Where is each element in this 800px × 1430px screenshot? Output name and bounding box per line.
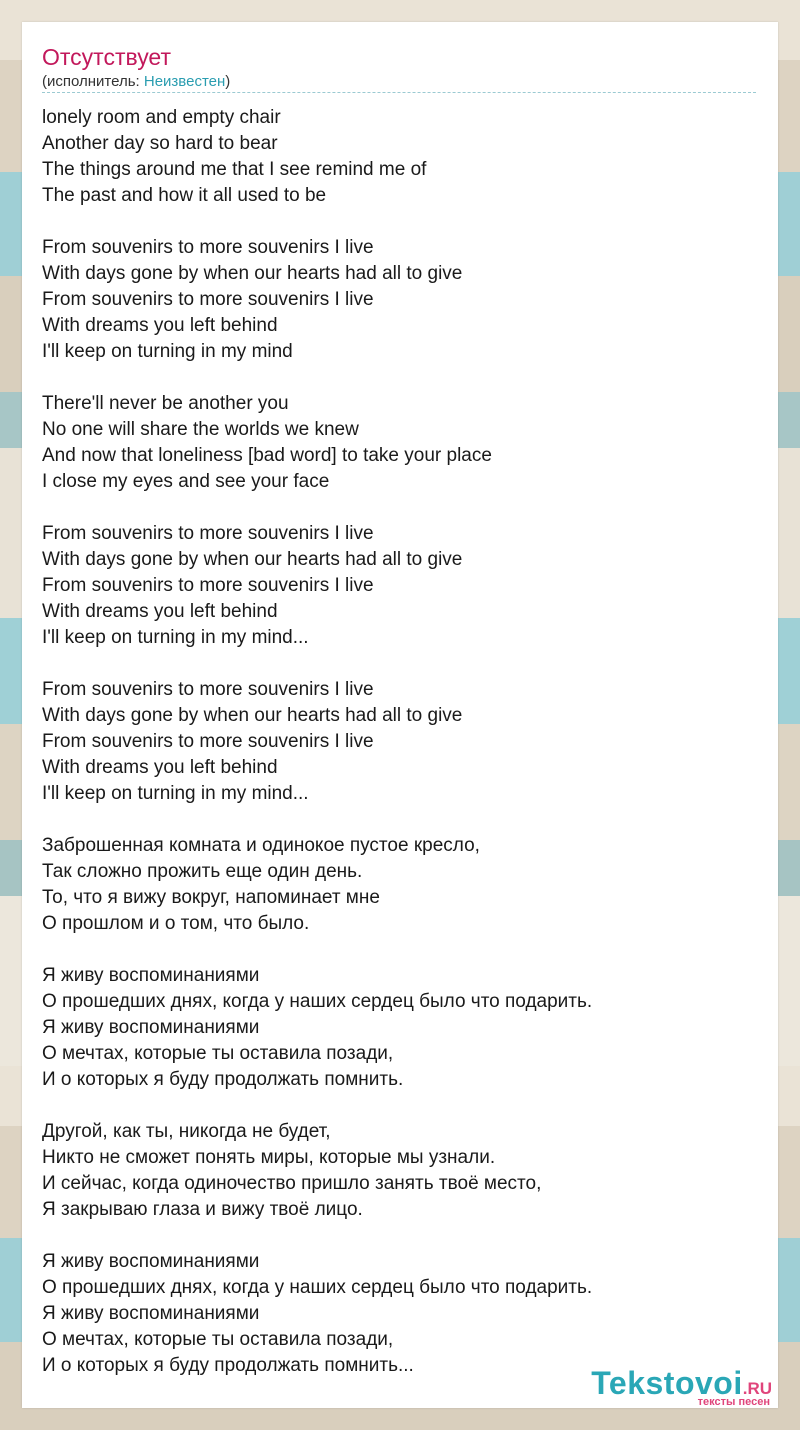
- logo-tagline: тексты песен: [697, 1396, 770, 1408]
- lyrics-line: And now that loneliness [bad word] to take your place: [42, 445, 492, 466]
- logo-name: Tekstovoi: [591, 1365, 743, 1401]
- lyrics-blank-line: [42, 1093, 762, 1119]
- lyrics-line: И сейчас, когда одиночество пришло занять твоё место,: [42, 1173, 542, 1194]
- lyrics-line: Another day so hard to bear: [42, 133, 278, 154]
- lyrics-line: Другой, как ты, никогда не будет,: [42, 1121, 331, 1142]
- lyrics-line: Так сложно прожить еще один день.: [42, 861, 363, 882]
- lyrics-line: Никто не сможет понять миры, которые мы узнали.: [42, 1147, 496, 1168]
- lyrics-blank-line: [42, 365, 762, 391]
- lyrics-line: О мечтах, которые ты оставила позади,: [42, 1329, 394, 1350]
- lyrics-card: [22, 22, 778, 1408]
- lyrics-line: With dreams you left behind: [42, 601, 278, 622]
- logo-tld: .RU: [742, 1379, 772, 1398]
- lyrics-line: Я живу воспоминаниями: [42, 1251, 260, 1272]
- lyrics-line: О прошедших днях, когда у наших сердец было что подарить.: [42, 991, 593, 1012]
- lyrics-line: The things around me that I see remind me of: [42, 159, 427, 180]
- lyrics-line: Заброшенная комната и одинокое пустое кресло,: [42, 835, 480, 856]
- lyrics-blank-line: [42, 209, 762, 235]
- lyrics-line: With dreams you left behind: [42, 757, 278, 778]
- lyrics-line: With days gone by when our hearts had all to give: [42, 263, 463, 284]
- lyrics-line: From souvenirs to more souvenirs I live: [42, 289, 374, 310]
- lyrics-line: Я живу воспоминаниями: [42, 1303, 260, 1324]
- lyrics-line: И о которых я буду продолжать помнить...: [42, 1355, 414, 1376]
- artist-suffix: ): [225, 73, 231, 90]
- lyrics-line: From souvenirs to more souvenirs I live: [42, 731, 374, 752]
- lyrics-line: Я живу воспоминаниями: [42, 1017, 260, 1038]
- lyrics-line: I'll keep on turning in my mind: [42, 341, 293, 362]
- lyrics-line: There'll never be another you: [42, 393, 289, 414]
- lyrics-line: With days gone by when our hearts had all to give: [42, 549, 463, 570]
- lyrics-line: I'll keep on turning in my mind...: [42, 783, 309, 804]
- lyrics-line: From souvenirs to more souvenirs I live: [42, 523, 374, 544]
- lyrics-line: I close my eyes and see your face: [42, 471, 330, 492]
- lyrics-line: Я закрываю глаза и вижу твоё лицо.: [42, 1199, 363, 1220]
- lyrics-blank-line: [42, 937, 762, 963]
- lyrics-blank-line: [42, 807, 762, 833]
- lyrics-blank-line: [42, 495, 762, 521]
- lyrics-blank-line: [42, 651, 762, 677]
- lyrics-line: То, что я вижу вокруг, напоминает мне: [42, 887, 380, 908]
- lyrics-text: [42, 105, 762, 1379]
- artist-prefix: (исполнитель:: [42, 73, 144, 90]
- lyrics-line: The past and how it all used to be: [42, 185, 327, 206]
- lyrics-blank-line: [42, 1223, 762, 1249]
- title-divider: [42, 92, 756, 93]
- lyrics-line: Я живу воспоминаниями: [42, 965, 260, 986]
- lyrics-line: lonely room and empty chair: [42, 107, 281, 128]
- lyrics-line: О мечтах, которые ты оставила позади,: [42, 1043, 394, 1064]
- lyrics-line: О прошедших днях, когда у наших сердец было что подарить.: [42, 1277, 593, 1298]
- lyrics-line: И о которых я буду продолжать помнить.: [42, 1069, 404, 1090]
- lyrics-line: No one will share the worlds we knew: [42, 419, 359, 440]
- artist-link[interactable]: Неизвестен: [143, 73, 226, 90]
- song-title: Отсутствует: [42, 44, 171, 70]
- lyrics-line: О прошлом и о том, что было.: [42, 913, 310, 934]
- lyrics-line: From souvenirs to more souvenirs I live: [42, 237, 374, 258]
- lyrics-line: From souvenirs to more souvenirs I live: [42, 575, 374, 596]
- site-logo[interactable]: [591, 1366, 772, 1400]
- lyrics-line: From souvenirs to more souvenirs I live: [42, 679, 374, 700]
- lyrics-line: With days gone by when our hearts had all to give: [42, 705, 463, 726]
- song-artist-line: [42, 73, 230, 91]
- lyrics-line: I'll keep on turning in my mind...: [42, 627, 309, 648]
- lyrics-line: With dreams you left behind: [42, 315, 278, 336]
